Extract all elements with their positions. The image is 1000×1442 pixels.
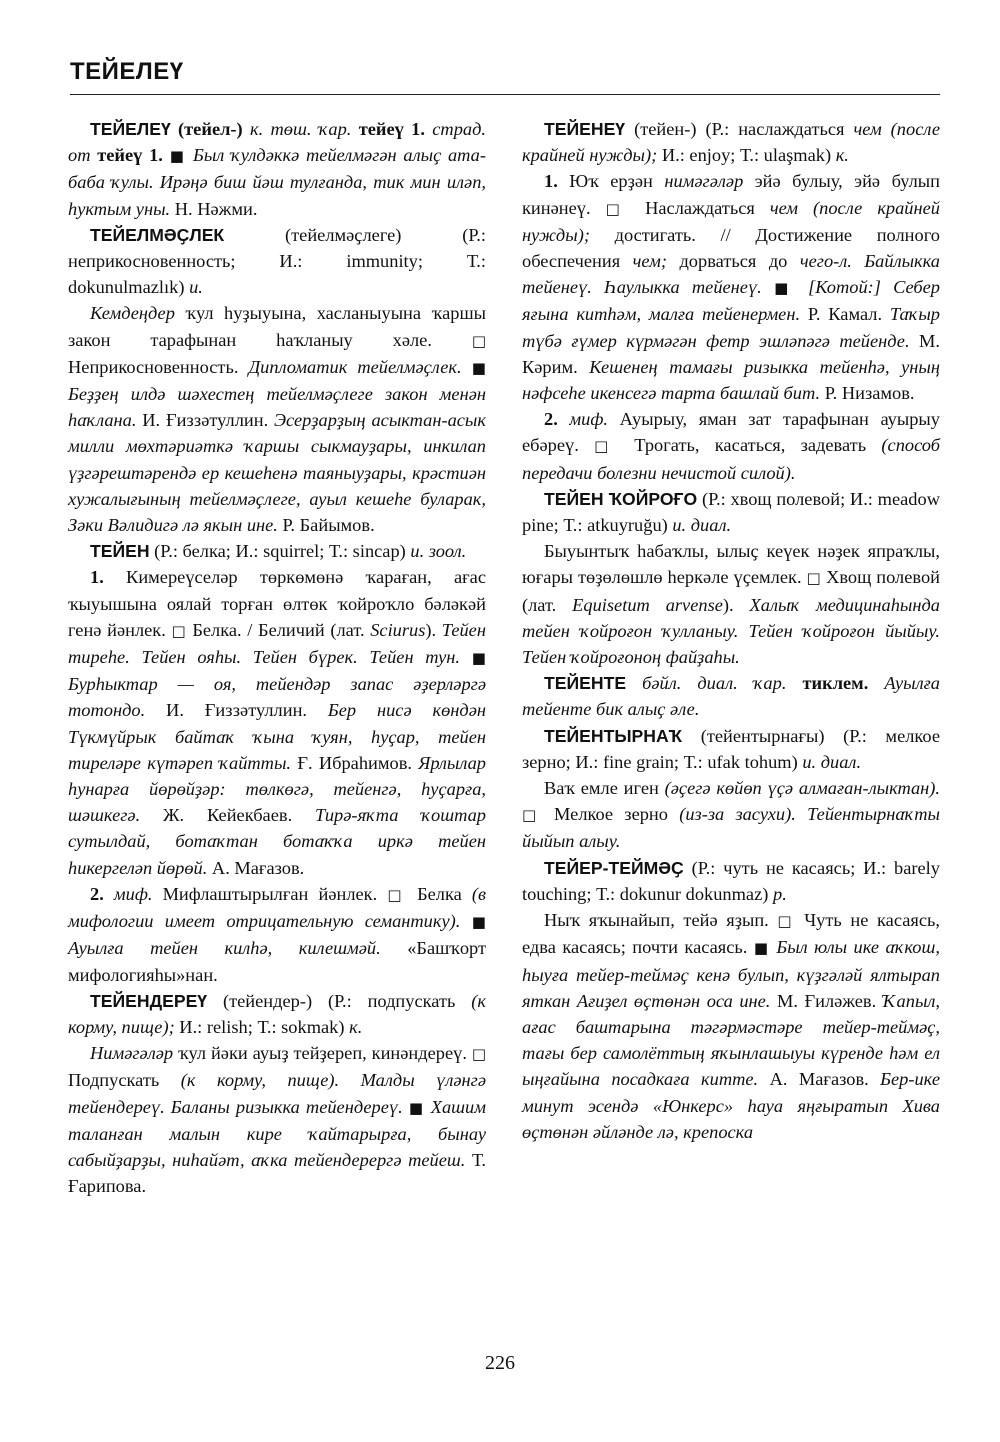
sense-number: 2. bbox=[544, 409, 558, 430]
page-number: 226 bbox=[485, 1352, 515, 1374]
example-text: [Котой:] Себер яғына китһәм, малға тейенермен. bbox=[522, 277, 940, 325]
definition-text: Мифлаштырылған йәнлек. bbox=[152, 883, 388, 904]
example-author: Н. Нәжми. bbox=[170, 198, 258, 219]
example-text: Таҡыр түбә ғүмер күрмәгән фетр эшләпәгә тейенде. bbox=[522, 304, 940, 351]
headword: ТЕЙЕНТЫРНАҠ bbox=[544, 725, 683, 746]
example-author: А. Мағазов. bbox=[758, 1069, 881, 1090]
headword: ТЕЙЕНЕҮ bbox=[544, 119, 626, 139]
entry-teyentyrnak bbox=[522, 723, 940, 775]
translation: достигать. // Достижение полного обеспечения bbox=[522, 224, 940, 272]
example-text: Кешенең тамағы ризыкка тейенһә, уның нәфсеһе икенсегә тарта башлай бит. bbox=[522, 356, 940, 404]
gloss: страд. от bbox=[68, 119, 486, 166]
translation-note: (к корму, пище). bbox=[180, 1070, 340, 1091]
translations: (Р.: белка; И.: squirrel; Т.: sincap) bbox=[149, 541, 411, 562]
example-marker-icon: ■ bbox=[402, 1098, 431, 1117]
translation-note: чем (после крайней нужды); bbox=[522, 119, 940, 166]
header-rule bbox=[70, 94, 940, 95]
definition-italic: (әҫегә көйөп үҫә алмаған-лыктан). bbox=[664, 778, 940, 799]
entry-teyen-koyrogo bbox=[522, 486, 940, 538]
translations: (Р.: хвощ полевой; И.: meadow pine; Т.: atkuyruğu) bbox=[522, 488, 940, 536]
entry-form: (тейел-) bbox=[170, 119, 250, 139]
example-marker-icon: ■ bbox=[460, 913, 486, 932]
translation-marker-icon: □ bbox=[594, 437, 620, 456]
sense-definition bbox=[68, 1040, 486, 1199]
sense-2 bbox=[68, 881, 486, 988]
example-text: Ауылға тейен килһә, килешмәй. bbox=[68, 938, 381, 959]
grammar-label: и. bbox=[189, 277, 203, 298]
translation: Мелкое зерно bbox=[542, 804, 680, 825]
latin-name: Sciurus bbox=[370, 619, 426, 640]
definition-text: Ауырыу, яман зат тарафынан ауырыу ебәреү. bbox=[522, 409, 940, 456]
usage-example: Ауылға тейенте бик алыҫ әле. bbox=[522, 673, 940, 720]
example-text: Тирә-яҡта ҡоштар сутылдай, ботаҡтан ботаҡҡа иркә тейен һикергеләп йөрөй. bbox=[68, 805, 487, 878]
translation-note: (из-за засухи). bbox=[679, 804, 796, 825]
usage-example: Тейен тиреһе. Тейен ояһы. Тейен бүрек. Тейен тун. bbox=[68, 619, 486, 668]
example-author: А. Мағазов. bbox=[207, 857, 305, 878]
definition-text: ҡул йәки ауыҙ тейҙереп, кинәндереү. bbox=[177, 1043, 472, 1064]
translation-note: чего-л. bbox=[799, 251, 852, 272]
sense-1 bbox=[522, 168, 940, 406]
example-marker-icon: ■ bbox=[461, 358, 486, 377]
entry-teyendereu bbox=[68, 988, 486, 1040]
translations: И.: relish; Т.: sokmak) bbox=[174, 1016, 350, 1037]
sense-number: 1. bbox=[411, 119, 425, 139]
example-marker-icon: ■ bbox=[753, 939, 770, 958]
translation: Белка bbox=[406, 883, 472, 904]
example-author: И. Ғиззәтуллин. bbox=[136, 410, 274, 431]
example-source: «Башҡорт мифологияһы»нан. bbox=[68, 938, 487, 985]
example-text: Ярлылар һунарға йөрөйҙәр: төлкөгә, тейенгә, һуҫарға, шәшкегә. bbox=[68, 752, 486, 826]
translation: Чуть не касаясь, едва касаясь; почти касаясь. bbox=[522, 910, 940, 958]
translation-marker-icon: □ bbox=[171, 621, 187, 640]
translation: Наслаждаться bbox=[630, 197, 770, 218]
grammar-label: миф. bbox=[557, 409, 609, 430]
definition-italic: Кемдеңдер bbox=[90, 303, 186, 324]
example-marker-icon: ■ bbox=[459, 649, 486, 668]
example-marker-icon: ■ bbox=[761, 279, 809, 298]
example-text: Бурһыктар — оя, тейендәр запас әҙерләргә тотондо. bbox=[68, 674, 486, 721]
translation-marker-icon: □ bbox=[471, 1045, 486, 1064]
sense-number: 1. bbox=[544, 171, 558, 192]
translation-marker-icon: □ bbox=[522, 806, 543, 825]
definition-text: Ныҡ яҡынайып, тейә яҙып. bbox=[544, 910, 778, 931]
cross-ref: тейеү 1. bbox=[97, 145, 163, 166]
translation-note: (способ передачи болезни нечистой силой). bbox=[522, 435, 940, 483]
translations: (тейелмәҫлеге) (Р.: неприкосновенность; И.: immunity; Т.: dokunulmazlık) bbox=[68, 224, 486, 298]
usage-example: Малды үләнгә тейендереү. Баланы ризыкка тейендереү. bbox=[68, 1070, 486, 1117]
translation-note: чем; bbox=[632, 251, 667, 272]
example-text: Был ҡулдәккә тейелмәгән алыҫ ата-баба ҡулы. Ирәңә биш йәш тулғанда, тик мин иләп, һуктым уны. bbox=[68, 145, 486, 219]
sense-2 bbox=[522, 406, 940, 486]
definition-text: Ваҡ емле иген bbox=[544, 778, 665, 799]
translation: Подпускать bbox=[68, 1070, 181, 1091]
headword: ТЕЙЕР-ТЕЙМӘҪ bbox=[544, 857, 684, 878]
translation-note: чем (после крайней нужды); bbox=[522, 197, 940, 245]
headword: ТЕЙЕН bbox=[90, 541, 150, 562]
example-author: Ғ. Ибраһимов. bbox=[291, 752, 419, 773]
definition-text: эйә булыу, эйә булып кинәнеү. bbox=[522, 171, 940, 218]
example-text: Ҡапыл, ағас баштарына тәгәрмәстәре тейер-теймәҫ, тағы бер самолёттың яҡынлашыуы күренде һәм ел ыңғайына посадкаға китте. bbox=[522, 990, 941, 1090]
example-text: Был юлы ике аҡкош, һыуға тейер-теймәҫ кенә булып, күҙгәләй ялтырап яткан Ағиҙел өҫтөнән оса ине. bbox=[522, 937, 940, 1011]
translation-note: (к корму, пище); bbox=[68, 990, 486, 1037]
right-column bbox=[522, 116, 940, 1145]
translation-marker-icon: □ bbox=[777, 912, 796, 931]
sense-definition bbox=[522, 907, 940, 1145]
sense-definition bbox=[522, 538, 940, 670]
translation: Неприкосновенность. bbox=[68, 356, 249, 377]
grammar-label: к. төш. ҡар. bbox=[249, 119, 352, 139]
grammar-label: бәйл. диал. ҡар. bbox=[626, 673, 803, 694]
translation-marker-icon: □ bbox=[387, 885, 407, 904]
example-author: Ж. Кейекбаев. bbox=[140, 805, 316, 826]
translations: (тейен-) (Р.: наслаждаться bbox=[625, 119, 854, 139]
entry-teyeneu bbox=[522, 116, 940, 168]
grammar-label: к. bbox=[349, 1016, 363, 1037]
example-author: Р. Камал. bbox=[800, 304, 890, 325]
cross-ref: тейеү bbox=[351, 119, 412, 139]
entry-teyelmaslek bbox=[68, 222, 486, 301]
example-author: Р. Низамов. bbox=[820, 383, 915, 404]
example-text: Беҙҙең илдә шәхестең тейелмәҫлеге закон менән һаҡлана. bbox=[68, 384, 486, 431]
example-author: Т. Ғарипова. bbox=[68, 1149, 486, 1197]
grammar-label: миф. bbox=[103, 883, 153, 904]
usage-example: Байлыкка тейенеү. Һаулыкка тейенеү. bbox=[522, 251, 940, 298]
usage-example: Халыҡ медицинаһында тейен ҡойроғон ҡулланыу. Тейен ҡойроғон йыйыу. Тейен ҡойроғоноң файҙаһы. bbox=[522, 594, 940, 668]
translation: Трогать, касаться, задевать bbox=[619, 435, 882, 456]
latin-name: Equisetum arvense bbox=[572, 594, 723, 615]
usage-example: Тейентырнаҡты йыйып алыу. bbox=[522, 804, 940, 852]
usage-example: Дипломатик тейелмәҫлек. bbox=[248, 356, 462, 377]
example-text: Эсерҙарҙың асыктан-асык милли мөхтәриәткә ҡаршы сыкмауҙары, инкилап үҙгәрештәрендә ер кешеһенә таяныуҙары, крәстиән хужалығының тейелмәҫлеге, ауыл кешеһе буларак, Зәки Вәлидигә лә якын ине. bbox=[68, 410, 486, 536]
translation: дорваться до bbox=[667, 251, 800, 272]
translations: (Р.: чуть не касаясь; И.: barely touching; Т.: dokunur dokunmaz) bbox=[522, 857, 940, 904]
translations: И.: enjoy; Т.: ulaşmak) bbox=[657, 145, 836, 166]
entry-teyer-teymas bbox=[522, 855, 940, 907]
translations: (тейендер-) (Р.: подпускать bbox=[207, 990, 472, 1011]
sense-number: 1. bbox=[90, 567, 104, 588]
example-text: Бер-ике минут эсендә «Юнкерс» һауа яңғыратып Хива өҫтөнән әйләнде лә, крепоска bbox=[522, 1069, 940, 1142]
grammar-label: и. диал. bbox=[672, 515, 732, 536]
grammar-label: и. зоол. bbox=[410, 541, 467, 562]
cross-ref: тиклем. bbox=[802, 673, 869, 694]
grammar-label: р. bbox=[773, 883, 787, 904]
example-author: М. Кәрим. bbox=[522, 330, 940, 377]
example-text: Бер нисә көндән Түкмүйрык байтаҡ ҡына ҡуян, һуҫар, тейен тиреләре күтәреп ҡайтты. bbox=[68, 700, 486, 773]
headword: ТЕЙЕНТЕ bbox=[544, 673, 627, 694]
definition-italic: Нимәгәләр bbox=[90, 1043, 178, 1064]
definition-text: Кимереүселәр төркөмөнә ҡараған, ағас ҡыуышына оялай торған өлтөк ҡойроҡло бәләкәй генә йәнлек. bbox=[68, 567, 486, 640]
sense-definition bbox=[68, 300, 486, 538]
entry-teyente bbox=[522, 670, 940, 722]
headword: ТЕЙЕН ҠОЙРОҒО bbox=[544, 488, 698, 509]
example-author: Р. Байымов. bbox=[277, 515, 375, 536]
punctuation: ). bbox=[722, 594, 750, 615]
translation-marker-icon: □ bbox=[471, 331, 486, 350]
sense-number: 2. bbox=[90, 883, 104, 904]
translation-note: (в мифологии имеет отрицательную семантику). bbox=[68, 883, 486, 932]
example-author: М. Ғиләжев. bbox=[770, 990, 883, 1011]
example-marker-icon: ■ bbox=[162, 147, 193, 166]
example-author: И. Ғиззәтуллин. bbox=[145, 700, 328, 721]
grammar-label: к. bbox=[835, 145, 849, 166]
translation-marker-icon: □ bbox=[605, 199, 631, 218]
definition-text: Быуынтыҡ һабаҡлы, ылыҫ кеүек нәҙек япраҡлы, юғары төҙөлөшлө һеркәле үҫемлек. bbox=[522, 541, 940, 588]
headword: ТЕЙЕЛЕҮ bbox=[90, 119, 171, 139]
punctuation: ). bbox=[425, 619, 442, 640]
translation: Хвощ полевой (лат. bbox=[522, 567, 940, 615]
grammar-label: и. диал. bbox=[802, 751, 862, 772]
sense-1 bbox=[68, 564, 486, 880]
translation-marker-icon: □ bbox=[806, 569, 822, 588]
entry-teyeleu bbox=[68, 116, 486, 222]
definition-text: ҡул һуҙыуына, хасланыуына ҡаршы закон тарафынан һаҡланыу хәле. bbox=[68, 303, 486, 350]
running-head: ТЕЙЕЛЕҮ bbox=[70, 58, 184, 85]
headword: ТЕЙЕЛМӘҪЛЕК bbox=[90, 224, 225, 245]
translation: Белка. / Беличий (лат. bbox=[186, 619, 371, 640]
definition-text: Юҡ ерҙән bbox=[557, 171, 665, 192]
example-text: Хашим таланған малын кире ҡайтарырға, бынау сабыйҙарҙы, ниһайәт, аҡка тейендерергә тейеш. bbox=[68, 1096, 486, 1170]
definition-italic: нимәгәләр bbox=[664, 171, 744, 192]
translations: (тейентырнағы) (Р.: мелкое зерно; И.: fine grain; Т.: ufak tohum) bbox=[522, 725, 940, 772]
entry-teyen bbox=[68, 538, 486, 564]
sense-definition bbox=[522, 775, 940, 855]
headword: ТЕЙЕНДЕРЕҮ bbox=[90, 990, 208, 1011]
left-column bbox=[68, 116, 486, 1199]
